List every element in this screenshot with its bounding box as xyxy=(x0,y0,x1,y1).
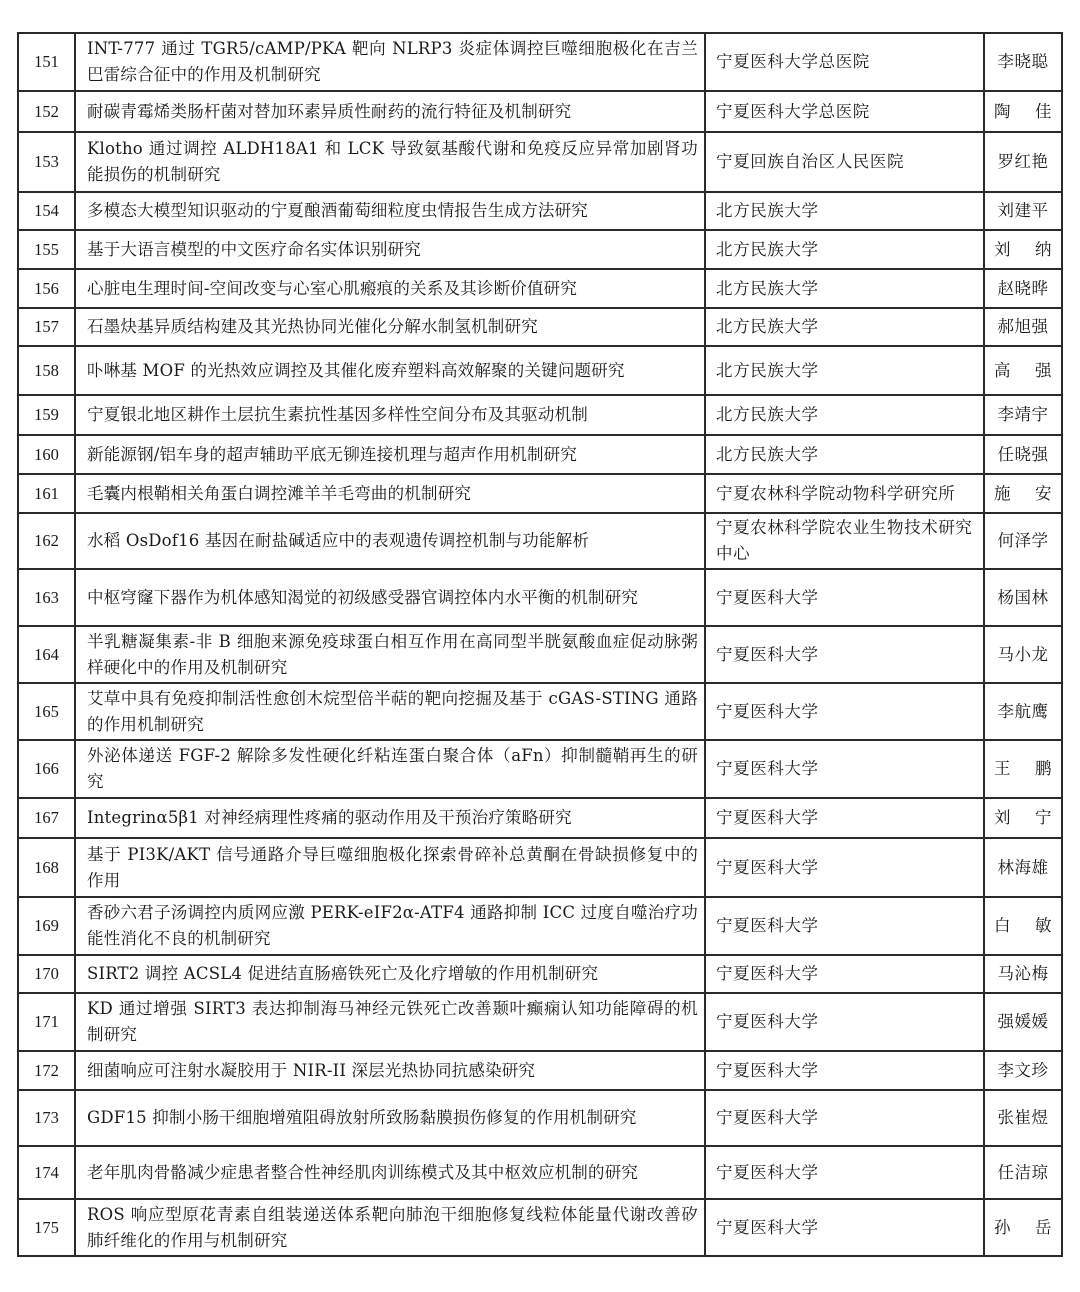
table-row xyxy=(18,626,1062,683)
project-title: 半乳糖凝集素-非 B 细胞来源免疫球蛋白相互作用在高同型半胱氨酸血症促动脉粥样硬化中的作用及机制研究 xyxy=(75,626,705,683)
investigator-name: 郝旭强 xyxy=(997,317,1049,336)
row-number: 153 xyxy=(18,132,75,192)
table-row xyxy=(18,395,1062,435)
table-row xyxy=(18,33,1062,91)
investigator-name: 刘建平 xyxy=(997,201,1049,220)
project-title: 新能源钢/铝车身的超声辅助平底无铆连接机理与超声作用机制研究 xyxy=(75,435,705,474)
row-number: 171 xyxy=(18,993,75,1051)
project-title: 香砂六君子汤调控内质网应激 PERK-eIF2α-ATF4 通路抑制 ICC 过度自噬治疗功能性消化不良的机制研究 xyxy=(75,897,705,955)
host-institution: 宁夏医科大学 xyxy=(705,838,984,897)
host-institution: 北方民族大学 xyxy=(705,435,984,474)
principal-investigator xyxy=(984,132,1062,192)
table-row xyxy=(18,269,1062,308)
principal-investigator xyxy=(984,395,1062,435)
investigator-name: 罗红艳 xyxy=(997,152,1049,171)
table-row xyxy=(18,1146,1062,1199)
investigator-name: 强媛媛 xyxy=(997,1012,1049,1031)
principal-investigator xyxy=(984,192,1062,230)
project-title: SIRT2 调控 ACSL4 促进结直肠癌铁死亡及化疗增敏的作用机制研究 xyxy=(75,955,705,993)
host-institution: 宁夏医科大学 xyxy=(705,569,984,626)
host-institution: 北方民族大学 xyxy=(705,395,984,435)
investigator-name: 李文珍 xyxy=(997,1060,1049,1080)
principal-investigator xyxy=(984,474,1062,513)
host-institution: 北方民族大学 xyxy=(705,346,984,395)
principal-investigator xyxy=(984,683,1062,740)
investigator-name: 施 安 xyxy=(994,483,1052,503)
project-title: KD 通过增强 SIRT3 表达抑制海马神经元铁死亡改善颞叶癫痫认知功能障碍的机制研究 xyxy=(75,993,705,1051)
host-institution: 宁夏医科大学 xyxy=(705,1146,984,1199)
project-title: 老年肌肉骨骼减少症患者整合性神经肌肉训练模式及其中枢效应机制的研究 xyxy=(75,1146,705,1199)
investigator-name: 杨国林 xyxy=(997,587,1049,607)
project-title: 多模态大模型知识驱动的宁夏酿酒葡萄细粒度虫情报告生成方法研究 xyxy=(75,192,705,230)
principal-investigator xyxy=(984,513,1062,569)
investigator-name: 高 强 xyxy=(994,360,1052,380)
table-row xyxy=(18,230,1062,269)
table-row xyxy=(18,346,1062,395)
table-row xyxy=(18,569,1062,626)
host-institution: 北方民族大学 xyxy=(705,192,984,230)
row-number: 160 xyxy=(18,435,75,474)
table-row xyxy=(18,474,1062,513)
principal-investigator xyxy=(984,1146,1062,1199)
principal-investigator xyxy=(984,91,1062,132)
host-institution: 宁夏医科大学 xyxy=(705,1051,984,1090)
project-list-table xyxy=(17,32,1063,1257)
host-institution: 宁夏医科大学 xyxy=(705,798,984,838)
investigator-name: 白 敏 xyxy=(994,916,1052,935)
table-row xyxy=(18,435,1062,474)
principal-investigator xyxy=(984,1199,1062,1256)
row-number: 154 xyxy=(18,192,75,230)
host-institution: 宁夏医科大学 xyxy=(705,740,984,798)
table-row xyxy=(18,91,1062,132)
project-title: Integrinα5β1 对神经病理性疼痛的驱动作用及干预治疗策略研究 xyxy=(75,798,705,838)
project-title: 基于大语言模型的中文医疗命名实体识别研究 xyxy=(75,230,705,269)
row-number: 157 xyxy=(18,308,75,346)
investigator-name: 任晓强 xyxy=(997,444,1049,464)
row-number: 158 xyxy=(18,346,75,395)
row-number: 173 xyxy=(18,1090,75,1146)
principal-investigator xyxy=(984,626,1062,683)
principal-investigator xyxy=(984,993,1062,1051)
investigator-name: 李靖宇 xyxy=(997,405,1049,424)
row-number: 156 xyxy=(18,269,75,308)
row-number: 162 xyxy=(18,513,75,569)
row-number: 169 xyxy=(18,897,75,955)
investigator-name: 林海雄 xyxy=(997,857,1049,877)
investigator-name: 李晓聪 xyxy=(997,52,1049,71)
principal-investigator xyxy=(984,308,1062,346)
principal-investigator xyxy=(984,955,1062,993)
project-title: 宁夏银北地区耕作土层抗生素抗性基因多样性空间分布及其驱动机制 xyxy=(75,395,705,435)
principal-investigator xyxy=(984,897,1062,955)
investigator-name: 李航鹰 xyxy=(997,701,1049,721)
project-title: 毛囊内根鞘相关角蛋白调控滩羊羊毛弯曲的机制研究 xyxy=(75,474,705,513)
project-title: 水稻 OsDof16 基因在耐盐碱适应中的表观遗传调控机制与功能解析 xyxy=(75,513,705,569)
host-institution: 宁夏医科大学 xyxy=(705,897,984,955)
project-title: ROS 响应型原花青素自组装递送体系靶向肺泡干细胞修复线粒体能量代谢改善矽肺纤维化的作用与机制研究 xyxy=(75,1199,705,1256)
project-title: 外泌体递送 FGF-2 解除多发性硬化纤粘连蛋白聚合体（aFn）抑制髓鞘再生的研究 xyxy=(75,740,705,798)
table-row xyxy=(18,683,1062,740)
table-row xyxy=(18,1051,1062,1090)
project-title: 心脏电生理时间-空间改变与心室心肌瘢痕的关系及其诊断价值研究 xyxy=(75,269,705,308)
principal-investigator xyxy=(984,269,1062,308)
table-row xyxy=(18,1090,1062,1146)
project-title: GDF15 抑制小肠干细胞增殖阻碍放射所致肠黏膜损伤修复的作用机制研究 xyxy=(75,1090,705,1146)
investigator-name: 张崔煜 xyxy=(997,1108,1049,1127)
host-institution: 宁夏医科大学 xyxy=(705,993,984,1051)
host-institution: 宁夏回族自治区人民医院 xyxy=(705,132,984,192)
investigator-name: 王 鹏 xyxy=(994,759,1052,778)
host-institution: 北方民族大学 xyxy=(705,308,984,346)
row-number: 166 xyxy=(18,740,75,798)
table-row xyxy=(18,798,1062,838)
host-institution: 宁夏医科大学 xyxy=(705,1090,984,1146)
investigator-name: 刘 纳 xyxy=(994,239,1052,259)
host-institution: 北方民族大学 xyxy=(705,230,984,269)
row-number: 152 xyxy=(18,91,75,132)
principal-investigator xyxy=(984,798,1062,838)
row-number: 168 xyxy=(18,838,75,897)
investigator-name: 何泽学 xyxy=(997,531,1049,550)
table-row xyxy=(18,993,1062,1051)
table-row xyxy=(18,955,1062,993)
investigator-name: 孙 岳 xyxy=(994,1217,1052,1237)
principal-investigator xyxy=(984,435,1062,474)
host-institution: 北方民族大学 xyxy=(705,269,984,308)
table-row xyxy=(18,1199,1062,1256)
project-title: 细菌响应可注射水凝胶用于 NIR-II 深层光热协同抗感染研究 xyxy=(75,1051,705,1090)
row-number: 164 xyxy=(18,626,75,683)
investigator-name: 刘 宁 xyxy=(994,808,1052,827)
host-institution: 宁夏医科大学总医院 xyxy=(705,33,984,91)
row-number: 174 xyxy=(18,1146,75,1199)
project-title: Klotho 通过调控 ALDH18A1 和 LCK 导致氨基酸代谢和免疫反应异常加剧肾功能损伤的机制研究 xyxy=(75,132,705,192)
principal-investigator xyxy=(984,346,1062,395)
row-number: 170 xyxy=(18,955,75,993)
row-number: 163 xyxy=(18,569,75,626)
row-number: 159 xyxy=(18,395,75,435)
row-number: 167 xyxy=(18,798,75,838)
project-title: 卟啉基 MOF 的光热效应调控及其催化废弃塑料高效解聚的关键问题研究 xyxy=(75,346,705,395)
host-institution: 宁夏医科大学总医院 xyxy=(705,91,984,132)
investigator-name: 任洁琼 xyxy=(997,1162,1049,1182)
row-number: 155 xyxy=(18,230,75,269)
investigator-name: 赵晓晔 xyxy=(997,278,1049,298)
table-row xyxy=(18,132,1062,192)
table-body xyxy=(18,33,1062,1256)
row-number: 175 xyxy=(18,1199,75,1256)
host-institution: 宁夏医科大学 xyxy=(705,626,984,683)
principal-investigator xyxy=(984,1051,1062,1090)
document-page xyxy=(17,32,1061,1257)
row-number: 151 xyxy=(18,33,75,91)
principal-investigator xyxy=(984,1090,1062,1146)
host-institution: 宁夏医科大学 xyxy=(705,1199,984,1256)
host-institution: 宁夏农林科学院动物科学研究所 xyxy=(705,474,984,513)
investigator-name: 马小龙 xyxy=(997,644,1049,664)
table-row xyxy=(18,838,1062,897)
table-row xyxy=(18,192,1062,230)
investigator-name: 马沁梅 xyxy=(997,964,1049,983)
principal-investigator xyxy=(984,838,1062,897)
project-title: 艾草中具有免疫抑制活性愈创木烷型倍半萜的靶向挖掘及基于 cGAS-STING 通路的作用机制研究 xyxy=(75,683,705,740)
investigator-name: 陶 佳 xyxy=(994,101,1052,121)
row-number: 161 xyxy=(18,474,75,513)
host-institution: 宁夏医科大学 xyxy=(705,683,984,740)
principal-investigator xyxy=(984,230,1062,269)
table-row xyxy=(18,740,1062,798)
table-row xyxy=(18,513,1062,569)
row-number: 165 xyxy=(18,683,75,740)
host-institution: 宁夏医科大学 xyxy=(705,955,984,993)
principal-investigator xyxy=(984,740,1062,798)
project-title: 基于 PI3K/AKT 信号通路介导巨噬细胞极化探索骨碎补总黄酮在骨缺损修复中的作用 xyxy=(75,838,705,897)
table-row xyxy=(18,897,1062,955)
principal-investigator xyxy=(984,33,1062,91)
row-number: 172 xyxy=(18,1051,75,1090)
principal-investigator xyxy=(984,569,1062,626)
project-title: 石墨炔基异质结构建及其光热协同光催化分解水制氢机制研究 xyxy=(75,308,705,346)
project-title: 中枢穹窿下器作为机体感知渴觉的初级感受器官调控体内水平衡的机制研究 xyxy=(75,569,705,626)
host-institution: 宁夏农林科学院农业生物技术研究中心 xyxy=(705,513,984,569)
table-row xyxy=(18,308,1062,346)
project-title: INT-777 通过 TGR5/cAMP/PKA 靶向 NLRP3 炎症体调控巨噬细胞极化在吉兰巴雷综合征中的作用及机制研究 xyxy=(75,33,705,91)
project-title: 耐碳青霉烯类肠杆菌对替加环素异质性耐药的流行特征及机制研究 xyxy=(75,91,705,132)
